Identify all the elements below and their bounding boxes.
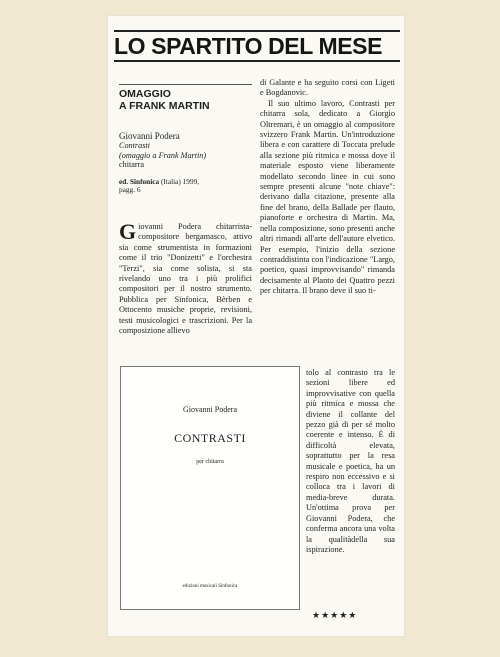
paragraph: tolo al contrasto tra le sezioni libere ed improvvisative con quella più ritmica e mossa che diviene il collante del pezzo già di per sé molto coerente e intenso. È di difficoltà elevata, soprattutto per la resa musicale e poetica, ha un respiro non eccessivo e si colloca tra i lavori di media-breve durata. Un'ottima prova per Giovanni Podera, che conferma ancora una volta la qualitàdella sua ispirazione.	[306, 368, 395, 554]
divider	[119, 84, 252, 85]
review-title-line1: OMAGGIO	[119, 88, 171, 100]
body-left-text: iovanni Podera chitarrista-compositore bergamasco, attivo sia come strumentista in formazioni come il trio "Donizetti" e l'orchestra "Terzi", sia come solista, si sta rivelando uno tra i più prolifici compositori per il nostro strumento. Pubblica per Sinfonica, Bèrben e Ottocento musiche proprie, revisioni, testi musicologici e trascrizioni. Per la composizione allievo	[119, 222, 252, 336]
paragraph: di Galante e ha seguito corsi con Ligeti e Bogdanovic.	[260, 78, 395, 98]
instrument: chitarra	[119, 160, 144, 169]
rating-stars: ★★★★★	[312, 610, 358, 620]
body-text-left	[119, 219, 252, 336]
review-title-line2: A FRANK MARTIN	[119, 100, 210, 112]
page-count: pagg. 6	[119, 185, 141, 194]
masthead: LO SPARTITO DEL MESE	[114, 30, 400, 62]
author-name: Giovanni Podera	[119, 131, 180, 141]
cover-publisher: edizioni musicali Sinfonica	[182, 584, 238, 589]
review-info	[119, 88, 252, 195]
publisher-country-year: (Italia) 1999,	[160, 176, 200, 186]
paragraph: Il suo ultimo lavoro, Contrasti per chitarra sola, dedicato a Giorgio Oltremari, è un omaggio al compositore svizzero Frank Martin. Un'introduzione libera e con carattere di Toccata prelude alla sezione più ritmica e mossa dove il materiale esposto viene liberamente modellato secondo linee in cui sono sempre presenti alcune "note chiave": derivano dalla citazione, presente alla fine del brano, della Ballade per flauto, pianoforte e orchestra di Martin. Ma, nella composizione, sono presenti anche altri rimandi all'arte dell'autore elvetico. Per esempio, l'inizio della sezione contraddistinta con l'indicazione "Largo, poetico, quasi improvvisando" rimanda decisamente al Planto dei Quattro pezzi per chitarra. Il brano deve il suo ti-	[260, 98, 395, 296]
score-cover-image	[120, 366, 300, 610]
body-text-right-narrow	[306, 368, 395, 555]
work-title: Contrasti	[119, 141, 150, 150]
cover-subtitle: per chitarra	[196, 459, 224, 465]
publisher-name: ed. Sinfonica	[119, 176, 160, 186]
cover-author: Giovanni Podera	[183, 405, 237, 414]
dropcap: G	[119, 219, 137, 244]
cover-title: CONTRASTI	[174, 431, 246, 445]
body-text-right	[260, 78, 395, 297]
work-subtitle: (omaggio a Frank Martin)	[119, 150, 207, 160]
